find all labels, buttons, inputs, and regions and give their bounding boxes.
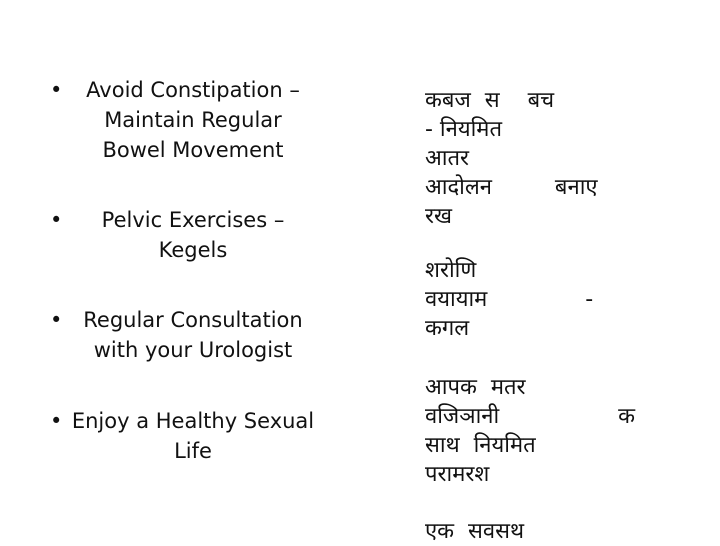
bullet-line: Life: [174, 439, 212, 463]
hindi-block-consultation: [425, 373, 635, 489]
bullet-line: Kegels: [158, 238, 228, 262]
bullet-item-constipation: [50, 75, 320, 165]
bullet-line: Bowel Movement: [102, 138, 284, 162]
bullet-item-pelvic: [50, 205, 320, 265]
hindi-line: - नियमित: [425, 117, 502, 142]
hindi-block-constipation: [425, 86, 615, 231]
bullet-icon: •: [50, 208, 63, 232]
hindi-line: एक सवसथ: [425, 519, 525, 544]
bullet-line: with your Urologist: [93, 338, 293, 362]
hindi-line: साथ नियमित: [425, 433, 536, 458]
hindi-line: आतर: [425, 146, 470, 171]
hindi-line: परामरश: [425, 462, 490, 487]
bullet-line: Regular Consultation: [83, 308, 303, 332]
bullet-icon: •: [50, 409, 63, 433]
hindi-block-healthy-life: [425, 517, 615, 546]
bullet-item-healthy-life: [50, 406, 320, 466]
bullet-icon: •: [50, 78, 63, 102]
bullet-line: Pelvic Exercises –: [101, 208, 285, 232]
hindi-line: कबज स बच: [425, 88, 555, 113]
hindi-line: रख: [425, 204, 452, 229]
hindi-line: वजिञानी क: [425, 404, 635, 429]
hindi-block-pelvic: [425, 256, 615, 343]
bullet-line: Maintain Regular: [104, 108, 282, 132]
bullet-icon: •: [50, 308, 63, 332]
hindi-line: वयायाम -: [425, 287, 594, 312]
hindi-line: आदोलन बनाए: [425, 175, 598, 200]
hindi-line: कगल: [425, 316, 470, 341]
hindi-line: शरोणि: [425, 258, 477, 283]
bullet-item-consultation: [50, 305, 320, 365]
bullet-line: Enjoy a Healthy Sexual: [71, 409, 315, 433]
hindi-line: आपक मतर: [425, 375, 526, 400]
bullet-line: Avoid Constipation –: [86, 78, 300, 102]
